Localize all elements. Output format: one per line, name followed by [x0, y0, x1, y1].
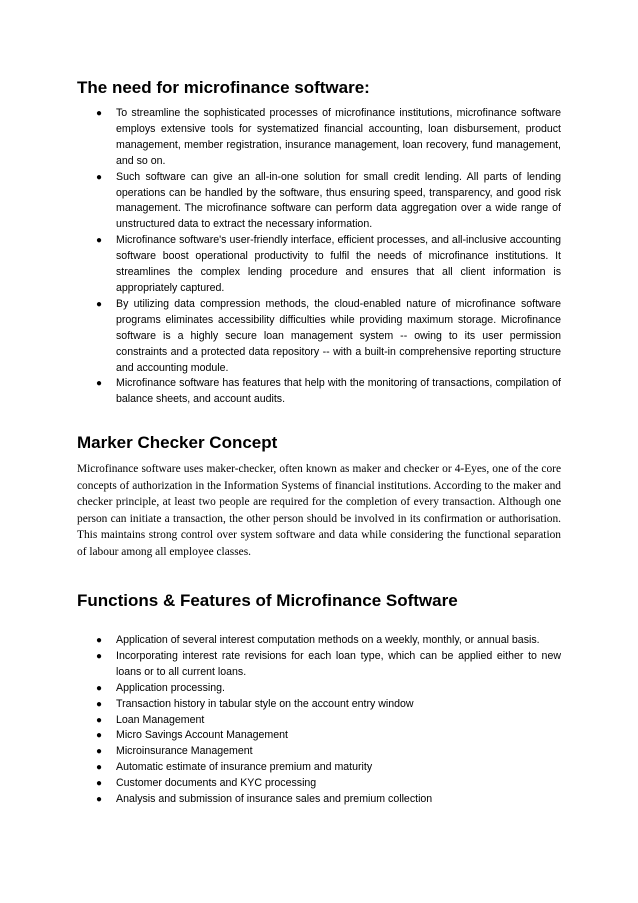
bullet-text: Transaction history in tabular style on the account entry window	[116, 697, 414, 710]
bullet-text: To streamline the sophisticated processes of microfinance institutions, microfinance software employs extensive tools for systematized financial accounting, loan disbursement, product management, member registration, insurance management, loan recovery, fund management, and so on.	[116, 107, 561, 167]
maker-checker-paragraph: Microfinance software uses maker-checker, often known as maker and checker or 4-Eyes, one of the core concepts of authorization in the Information Systems of financial institutions. According to the maker and checker principle, at least two people are required for the completion of every transaction. Although one person can initiate a transaction, the other person should be involved in its confirmation or authorisation. This maintains strong control over system software and data while considering the functional separation of labour among all employee classes.	[77, 463, 561, 558]
list-item	[77, 792, 561, 808]
section-heading-need: The need for microfinance software:	[77, 78, 370, 97]
features-bullet-list	[77, 633, 561, 808]
list-item	[77, 633, 561, 649]
bullet-text: Application processing.	[116, 681, 225, 694]
bullet-text: Analysis and submission of insurance sales and premium collection	[116, 793, 433, 806]
list-item	[77, 106, 561, 170]
bullet-icon: ●	[96, 108, 103, 119]
list-item	[77, 376, 561, 408]
bullet-text: Microfinance software has features that help with the monitoring of transactions, compilation of balance sheets, and account audits.	[116, 377, 561, 406]
bullet-text: Micro Savings Account Management	[116, 729, 288, 742]
bullet-icon: ●	[96, 746, 103, 758]
list-item	[77, 170, 561, 234]
bullet-icon: ●	[96, 378, 103, 390]
list-item	[77, 776, 561, 792]
list-item	[77, 681, 561, 697]
list-item	[77, 728, 561, 744]
list-item	[77, 744, 561, 760]
bullet-icon: ●	[96, 235, 103, 247]
bullet-icon: ●	[96, 778, 103, 790]
bullet-text: Loan Management	[116, 713, 205, 726]
bullet-icon: ●	[96, 698, 103, 710]
list-item	[77, 713, 561, 729]
list-item	[77, 233, 561, 297]
bullet-icon: ●	[96, 794, 103, 806]
bullet-text: Automatic estimate of insurance premium and maturity	[116, 761, 373, 774]
bullet-icon: ●	[96, 714, 103, 726]
section-heading-maker-checker: Marker Checker Concept	[77, 433, 278, 452]
section-heading-functions: Functions & Features of Microfinance Software	[77, 591, 458, 610]
bullet-text: By utilizing data compression methods, the cloud-enabled nature of microfinance software programs eliminates accessibility difficulties while providing maximum storage. Microfinance software is a highly secure loan management system -- owing to its user permission constraints and a protected data repository -- with a built-in comprehensive reporting structure and accounting module.	[116, 297, 561, 374]
bullet-text: Microinsurance Management	[116, 745, 253, 758]
bullet-icon: ●	[96, 635, 103, 646]
list-item	[77, 760, 561, 776]
list-item	[77, 297, 561, 377]
bullet-text: Such software can give an all-in-one solution for small credit lending. All parts of lending operations can be handled by the software, thus ensuring speed, transparency, and good risk management. The microfinance software can perform data aggregation over a wide range of unstructured data to extract the necessary information.	[116, 170, 561, 231]
bullet-text: Application of several interest computation methods on a weekly, monthly, or annual basis.	[116, 634, 540, 646]
bullet-icon: ●	[96, 730, 103, 742]
bullet-icon: ●	[96, 682, 103, 694]
bullet-text: Incorporating interest rate revisions for each loan type, which can be applied either to new loans or to all current loans.	[116, 649, 561, 678]
bullet-icon: ●	[96, 171, 103, 183]
bullet-icon: ●	[96, 762, 103, 774]
list-item	[77, 697, 561, 713]
list-item	[77, 649, 561, 681]
bullet-text: Microfinance software's user-friendly interface, efficient processes, and all-inclusive accounting software boost operational productivity to fulfil the needs of microfinance institutions. It streamlines the complex lending procedure and ensures that all client information is appropriately captured.	[116, 234, 561, 294]
bullet-icon: ●	[96, 650, 103, 662]
bullet-text: Customer documents and KYC processing	[116, 777, 317, 790]
need-bullet-list	[77, 106, 561, 408]
bullet-icon: ●	[96, 298, 103, 310]
